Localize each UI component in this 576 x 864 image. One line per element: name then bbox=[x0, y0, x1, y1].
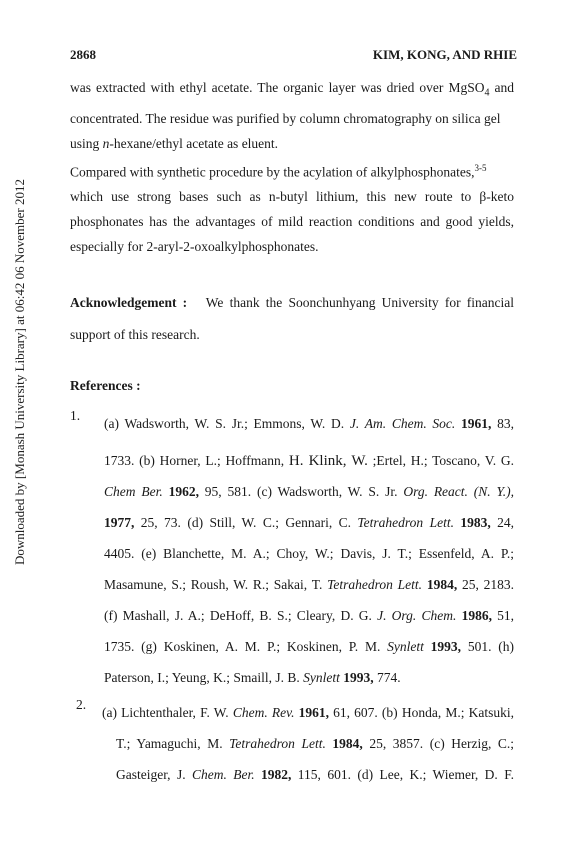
ref-number: 1. bbox=[70, 408, 81, 423]
references-list bbox=[70, 408, 514, 790]
text-line: concentrated. The residue was purified by column chromatography on silica gel bbox=[70, 110, 501, 126]
download-watermark: Downloaded by [Monash University Library] at 06:42 06 November 2012 bbox=[12, 179, 27, 565]
text-line: especially for 2-aryl-2-oxoalkylphosphonates. bbox=[70, 239, 319, 255]
references-heading: References : bbox=[70, 378, 141, 393]
acknowledgement-text-cont: support of this research. bbox=[70, 327, 200, 342]
page-number: 2868 bbox=[70, 47, 96, 62]
body-paragraph bbox=[70, 75, 514, 259]
reference-2: 2. (a) Lichtenthaler, F. W. Chem. Rev. 1961, 61, 607. (b) Honda, M.; Katsuki, T.; Yamaguchi, M. Tetrahedron Lett. 1984, 25, 3857. (c) Herzig, C.; Gasteiger, J. Chem. Ber. 1982, 115, 601. (d) Lee, K.; Wiemer, D. F. bbox=[76, 697, 515, 782]
text-line: which use strong bases such as n-butyl lithium, this new route to β-keto bbox=[70, 189, 514, 205]
text-line: was extracted with ethyl acetate. The organic layer was dried over MgSO$_4$ and bbox=[70, 80, 515, 99]
ref-number: 2. bbox=[76, 697, 87, 712]
acknowledgement-label: Acknowledgement : bbox=[70, 295, 188, 310]
running-header-authors: KIM, KONG, AND RHIE bbox=[372, 47, 517, 62]
acknowledgement-text: We thank the Soonchunhyang University for financial bbox=[205, 295, 514, 310]
text-line: using n-hexane/ethyl acetate as eluent. bbox=[70, 135, 279, 151]
text-line: Compared with synthetic procedure by the acylation of alkylphosphonates,$^{3-5}$ bbox=[70, 162, 487, 180]
reference-1: 1. (a) Wadsworth, W. S. Jr.; Emmons, W. D. J. Am. Chem. Soc. 1961, 83, 1733. (b) Horner, L.; Hoffmann, H. Klink, W. ;Ertel, H.; Toscano, V. G. Chem Ber. 1962, 95, 581. (c) Wadsworth, W. S. Jr. Org. React. (N. Y.), 1977, 25, 73. (d) Still, W. C.; Gennari, C. Tetrahedron Lett. 1983, 24, 4405. (e) Blanchette, M. A.; Choy, W.; Davis, J. T.; Essenfeld, A. P.; Masamune, S.; Roush, W. R.; Sakai, T. Tetrahedron Lett. 1984, 25, 2183. (f) Mashall, J. A.; DeHoff, B. S.; Cleary, D. G. J. Org. Chem. 1986, 51, 1735. (g) Koskinen, A. M. P.; Koskinen, P. M. Synlett 1993, 501. (h) Paterson, I.; Yeung, K.; Smaill, J. B. Synlett 1993, 774. bbox=[70, 408, 515, 685]
text-line: phosphonates has the advantages of mild reaction conditions and good yields, bbox=[70, 214, 514, 230]
acknowledgement bbox=[70, 287, 514, 352]
